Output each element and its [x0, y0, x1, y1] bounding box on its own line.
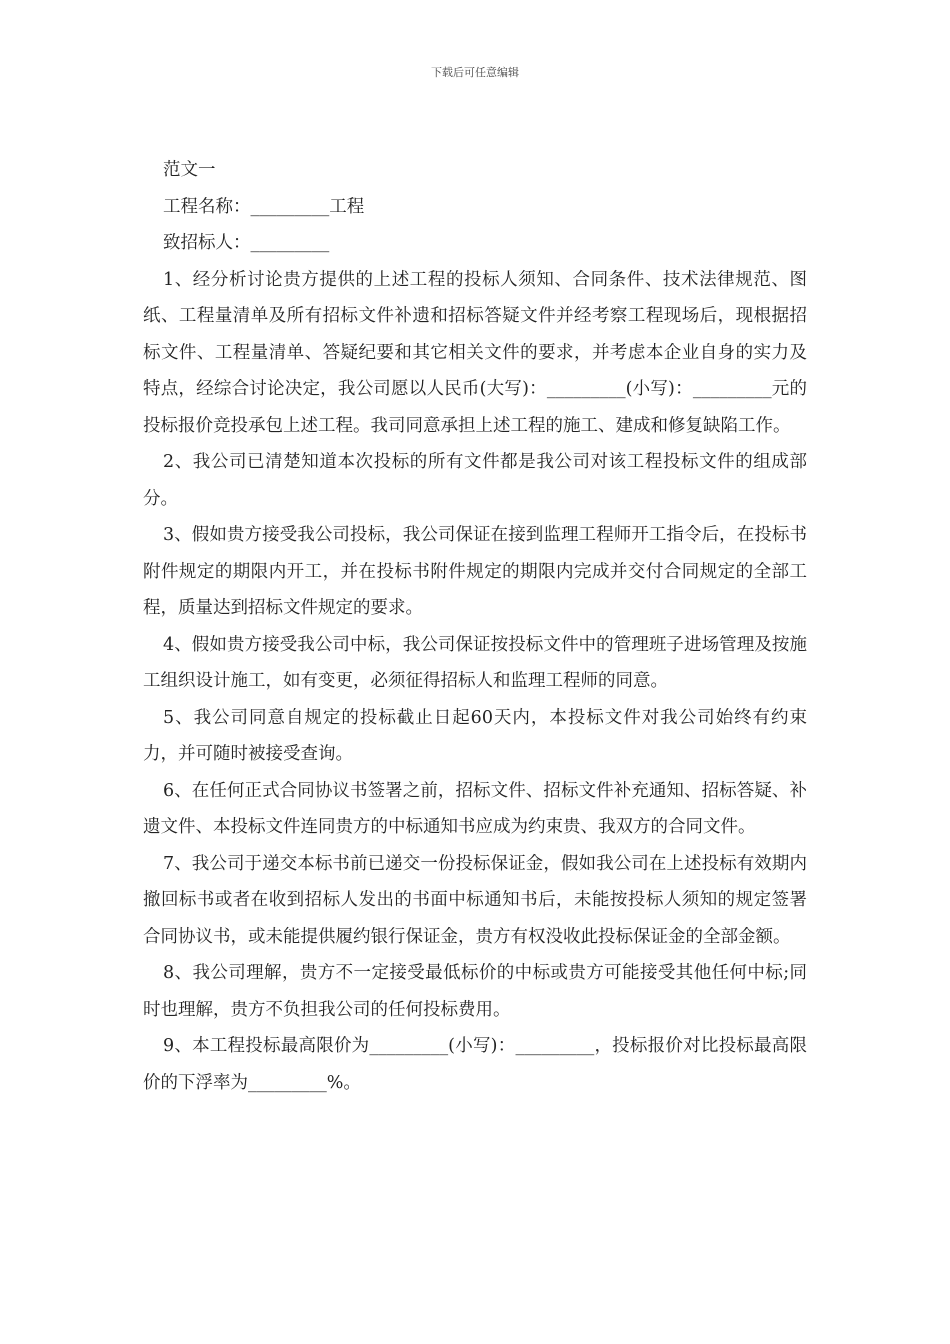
paragraph-8: 8、我公司理解，贵方不一定接受最低标价的中标或贵方可能接受其他任何中标;同时也理解，贵方不负担我公司的任何投标费用。 — [143, 963, 807, 1020]
project-name-line: 工程名称：_________工程 — [163, 196, 365, 217]
paragraph-3: 3、假如贵方接受我公司投标，我公司保证在接到监理工程师开工指令后，在投标书附件规定的期限内开工，并在投标书附件规定的期限内完成并交付合同规定的全部工程，质量达到招标文件规定的要求。 — [143, 525, 807, 618]
paragraph-9: 9、本工程投标最高限价为_________(小写)：_________，投标报价对比投标最高限价的下浮率为_________%。 — [143, 1036, 807, 1093]
paragraph-7: 7、我公司于递交本标书前已递交一份投标保证金，假如我公司在上述投标有效期内撤回标书或者在收到招标人发出的书面中标通知书后，未能按投标人须知的规定签署合同协议书，或未能提供履约银行保证金，贵方有权没收此投标保证金的全部金额。 — [143, 853, 807, 947]
paragraph-2: 2、我公司已清楚知道本次投标的所有文件都是我公司对该工程投标文件的组成部分。 — [143, 452, 807, 509]
paragraph-6: 6、在任何正式合同协议书签署之前，招标文件、招标文件补充通知、招标答疑、补遗文件、本投标文件连同贵方的中标通知书应成为约束贵、我双方的合同文件。 — [143, 780, 807, 837]
paragraph-5: 5、我公司同意自规定的投标截止日起60天内，本投标文件对我公司始终有约束力，并可随时被接受查询。 — [143, 707, 807, 764]
document-title: 范文一 — [163, 160, 216, 180]
document-body — [143, 152, 807, 1101]
paragraph-1: 1、经分析讨论贵方提供的上述工程的投标人须知、合同条件、技术法律规范、图纸、工程量清单及所有招标文件补遗和招标答疑文件并经考察工程现场后，现根据招标文件、工程量清单、答疑纪要和其它相关文件的要求，并考虑本企业自身的实力及特点，经综合讨论决定，我公司愿以人民币(大写)：_________(小写)：_________元的投标报价竞投承包上述工程。我司同意承担上述工程的施工、建成和修复缺陷工作。 — [143, 269, 807, 436]
header-note: 下载后可任意编辑 — [431, 66, 519, 79]
recipient-line: 致招标人：_________ — [163, 233, 330, 253]
paragraph-4: 4、假如贵方接受我公司中标，我公司保证按投标文件中的管理班子进场管理及按施工组织设计施工，如有变更，必须征得招标人和监理工程师的同意。 — [143, 634, 807, 691]
